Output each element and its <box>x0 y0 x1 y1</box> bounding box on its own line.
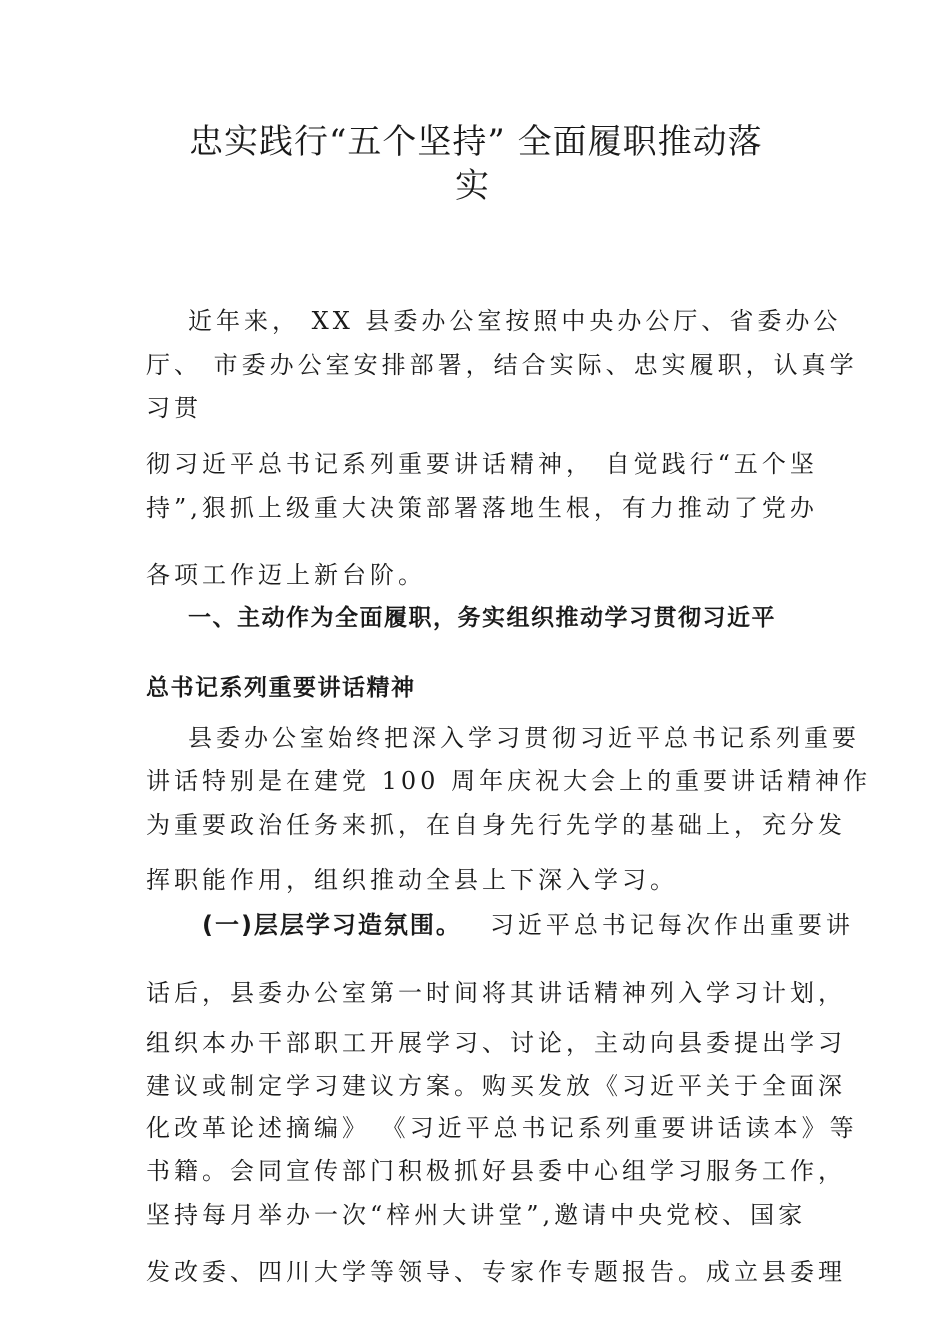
paragraph-line: 坚持每月举办一次“梓州大讲堂”,邀请中央党校、国家 <box>146 1201 807 1229</box>
subheading-lead: (一)层层学习造氛围。 <box>202 911 462 939</box>
section-heading-line-2: 总书记系列重要讲话精神 <box>146 675 416 701</box>
paragraph-line: 持”,狠抓上级重大决策部署落地生根，有力推动了党办 <box>146 494 818 522</box>
paragraph-line: 讲话特别是在建党 100 周年庆祝大会上的重要讲话精神作 <box>146 767 872 795</box>
paragraph-line: 组织本办干部职工开展学习、讨论，主动向县委提出学习 <box>146 1029 846 1057</box>
paragraph-line: 厅、 市委办公室安排部署，结合实际、忠实履职，认真学 <box>146 351 858 379</box>
paragraph-line: 化改革论述摘编》 《习近平总书记系列重要讲话读本》等 <box>146 1114 858 1142</box>
paragraph-line: 习贯 <box>146 394 202 422</box>
paragraph-line: 发改委、四川大学等领导、专家作专题报告。成立县委理 <box>146 1258 846 1286</box>
paragraph-line: 书籍。会同宣传部门积极抓好县委中心组学习服务工作， <box>146 1157 846 1185</box>
document-title-line-1: 忠实践行“五个坚持” 全面履职推动落 <box>189 122 763 162</box>
document-title-line-2: 实 <box>455 166 490 206</box>
paragraph-line: 各项工作迈上新台阶。 <box>146 561 426 589</box>
paragraph-line: 挥职能作用，组织推动全县上下深入学习。 <box>146 866 678 894</box>
section-heading-line-1: 一、主动作为全面履职，务实组织推动学习贯彻习近平 <box>188 605 776 631</box>
paragraph-line: 建议或制定学习建议方案。购买发放《习近平关于全面深 <box>146 1072 846 1100</box>
subheading-text: 习近平总书记每次作出重要讲 <box>489 911 854 939</box>
paragraph-line: 为重要政治任务来抓，在自身先行先学的基础上，充分发 <box>146 811 846 839</box>
paragraph-line: 县委办公室始终把深入学习贯彻习近平总书记系列重要 <box>188 724 860 752</box>
paragraph-line: 彻习近平总书记系列重要讲话精神， 自觉践行“五个坚 <box>146 450 818 478</box>
paragraph-line: 近年来， XX 县委办公室按照中央办公厅、省委办公 <box>188 307 842 335</box>
subheading-line <box>202 910 854 940</box>
paragraph-line: 话后，县委办公室第一时间将其讲话精神列入学习计划， <box>146 979 846 1007</box>
